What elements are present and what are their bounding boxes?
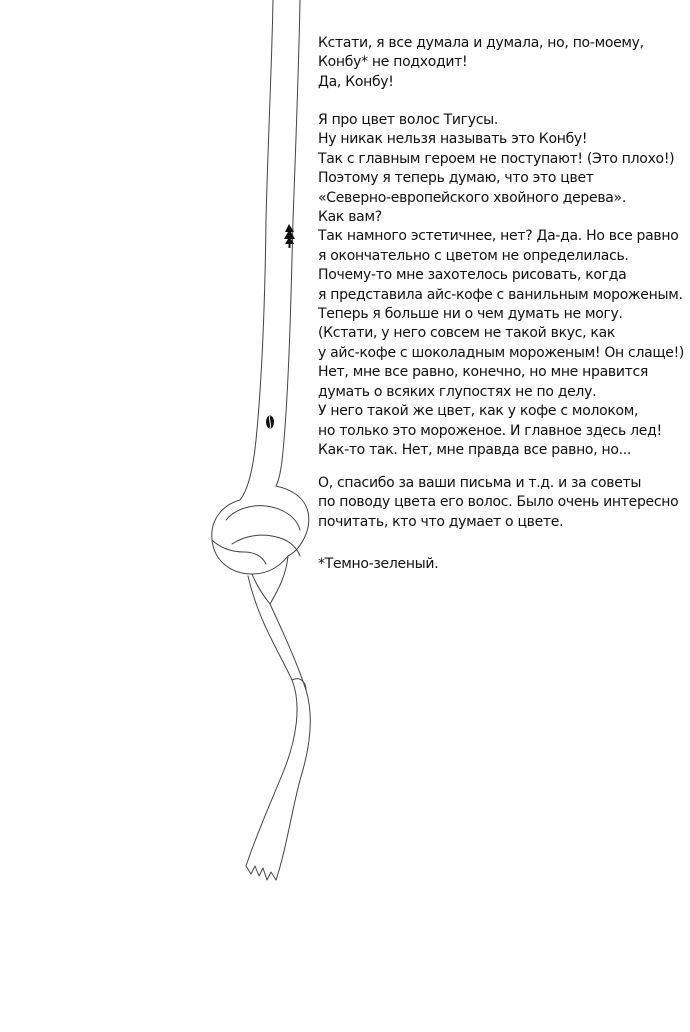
coffee-bean-icon (266, 416, 274, 429)
letter-line: но только это мороженое. И главное здесь лед! (318, 422, 662, 439)
ribbon-knot-band-top (226, 506, 300, 530)
ribbon-knot-loop (252, 556, 288, 604)
letter-line: Да, Конбу! (318, 73, 394, 90)
letter-line: (Кстати, у него совсем не такой вкус, как (318, 325, 615, 342)
letter-line: Ну никак нельзя называть это Конбу! (318, 131, 588, 148)
letter-line: Так намного эстетичнее, нет? Да-да. Но все равно (318, 228, 679, 245)
letter-line: почитать, кто что думает о цвете. (318, 513, 564, 530)
footnote (318, 555, 678, 574)
letter-line: Так с главным героем не поступают! (Это плохо!) (318, 150, 675, 167)
footnote-line: *Темно-зеленый. (318, 556, 439, 572)
letter-line: Как-то так. Нет, мне правда все равно, но... (318, 441, 632, 458)
letter-line: Конбу* не подходит! (318, 54, 468, 71)
letter-line: Я про цвет волос Тигусы. (318, 112, 499, 128)
ribbon-lower-left-edge (246, 576, 297, 866)
letter-line: У него такой же цвет, как у кофе с молоком, (318, 403, 639, 420)
letter-paragraph-2 (318, 111, 685, 460)
letter-line: О, спасибо за ваши письма и т.д. и за советы (318, 475, 642, 491)
letter-line: у айс-кофе с шоколадным мороженым! Он слаще!) (318, 344, 685, 361)
letter-line: Нет, мне все равно, конечно, но мне нравится (318, 364, 648, 381)
letter-line: «Северно-европейского хвойного дерева». (318, 189, 626, 206)
letter-paragraph-1 (318, 34, 678, 92)
letter-line: Кстати, я все думала и думала, но, по-моему, (318, 35, 644, 51)
ribbon-lower-right-edge (270, 604, 310, 880)
letter-line: Теперь я больше ни о чем думать не могу. (318, 306, 623, 323)
ribbon-knot-inner (276, 486, 309, 556)
pine-tree-icon (284, 224, 295, 248)
letter-line: Как вам? (318, 209, 382, 226)
letter-line: я окончательно с цветом не определилась. (318, 247, 629, 264)
letter-line: Почему-то мне захотелось рисовать, когда (318, 267, 627, 284)
ribbon-knot-band-bottom (232, 535, 300, 556)
letter-paragraph-3 (318, 474, 678, 532)
letter-line: я представила айс-кофе с ванильным мороженым. (318, 286, 683, 303)
letter-line: по поводу цвета его волос. Было очень интересно (318, 494, 679, 511)
letter-line: думать о всяких глупостях не по делу. (318, 383, 597, 400)
ribbon-tail-notch (246, 866, 276, 880)
letter-line: Поэтому я теперь думаю, что это цвет (318, 170, 594, 187)
